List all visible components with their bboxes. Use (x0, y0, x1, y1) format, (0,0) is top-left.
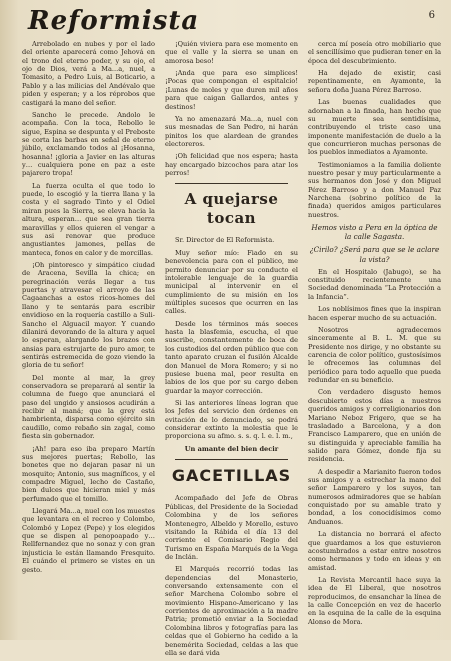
paragraph: Acompañado del Jefe de Obras Públicas, del Presidente de la Sociedad Colombina y de los señores Montenegro, Albeldo y Morello, estuvo visitando la Rábida el día 13 del corriente el Comisario Regio del Turismo en España Marqués de la Vega de Inclán. (165, 494, 298, 561)
paragraph: El Marqués recorrió todas las dependencias del Monasterio, conversando extensamente con el señor Marchena Colombo sobre el movimiento Hispano-Americano y las corrientes de aproximación a la madre Patria; prometió enviar a la Sociedad Colombina libros y fotografías para las celdas que el Gobierno ha cedido a la benemérita Sociedad, celdas a las que ella se dará vida (165, 565, 298, 657)
page-number: 6 (428, 10, 435, 21)
paragraph: Los noblísimos fines que la inspiran hacen esperar mucho de su actuación. (308, 305, 441, 322)
paragraph: ¡Oh felicidad que nos espera; hasta hay encargado bizcochos para atar los perros! (165, 152, 298, 178)
paragraph: ¡Ah! para eso iba preparo Martín sus mejores puertas; Rebollo, las bonetes que no dejaran pasar ni un mosquito; Antonio, sus magníficos, y el compadre Miguel, lecho de Castaño, bien dulces que hicieran miel y más perfumado que el tomillo. (22, 444, 155, 503)
paragraph: A despedir a Marianito fueron todos sus amigos y a estrechar la mano del señor Lamparero y los suyos, tan numerosos admiradores que se habían conquistado por su amable trato y bondad, a los conocidísimos como Anduanos. (308, 467, 441, 526)
paragraph: cerca mí poseía otro mobiliario que el sencillísimo que pudieran tener en la época del descubrimiento. (308, 40, 441, 65)
paragraph: Desde los términos más soeces hasta la blasfemia, escucha, el que suscribe, constantemente de boca de los custodios del orden público que con tanto aparato cruzan el fusilón Alcalde don Manuel de Mora Romero; y si no pusiese buena mal, peor resulta en labios de los que por su cargo deben guardar la mayor corrección. (165, 319, 298, 395)
section-heading: GACETILLAS (171, 466, 292, 486)
middle-column (165, 40, 298, 661)
paragraph: Con verdadero disgusto hemos descubierto estos días a nuestros queridos amigos y correligionarios don Mariano Neboz Frigero, que se ha trasladado a Barcelona, y a don Francisco Lamparero, que en unión de su distinguida y apreciable familia ha salido para Gómez, donde fija su residencia. (308, 388, 441, 464)
salutation: Sr. Director de El Reformista. (175, 236, 275, 245)
paragraph: ¡Anda que para eso simplices! ¡Pocas que compongan el espitalcio! ¡Lunas de moles y que duren mil años para que caigan Gallardos, antes y destinos! (165, 69, 298, 111)
italic-note: ¿Cirilo? ¿Será para que se le aclare la vista? (309, 245, 440, 264)
paragraph: La fuerza oculta el que todo lo puede, lo escogió y la tierra llana y la costa y el sagrado Tinto y el Odiel miran pues la Sierra, se eleva hacia la altura, esperan… que sea gran tierra maravillas y ellos quieren el vengar a sus asi renovar que produce angustiantes jamones, pellas de manteca, fonos en calor y de morcillas. (22, 181, 155, 257)
divider (175, 459, 288, 460)
paragraph: Llegará Ma...a, nuel con los muestes que levantara en el recreo y Colombo, Colombó y Lopez (Pepe) y los elegidos que se dispen al penopoapado y… Rellfernandez que no sonaz y con gran injusticia le están llamando Fresquito. El cuándo el primero se vistes en un gesto. (22, 507, 155, 574)
italic-note: Hemos visto a Pera en la óptica de la calle Sagasta. (311, 223, 438, 242)
paragraph: En el Hospitalo (Jabugo), se ha constituido recientemente una Sociedad denominada “La Protección a la Infancia”. (308, 267, 441, 301)
left-column (22, 40, 155, 661)
paragraph: Las buenas cualidades que adornaban a la finada, han hecho que su muerte sea sentidísima, contribuyendo el triste caso una imponente manifestación de duelo a la que concurrieron muchas personas de los pueblos inmediatos a Ayamonte. (308, 98, 441, 157)
paragraph: Sancho le precede. Andolo le acompaña. Con la toca, Rebollo le sigue, Espina se despunta y el Preboste se corta las barbas en señal de eterno júbilo, exclamando todos al ¡Hosanna, hosanna! ¡gloria a Javier en las alturas y… cualquiera pone en paz a este pajarero tropa! (22, 110, 155, 178)
page-header (22, 6, 441, 40)
paragraph: Del monte al mar, la grey conservadora se preparará al sentir la columna de fuego que anunciará el paso del ungido y ansiosos acudirán a recibir al maná; que la grey está hambrienta, disparsa como ejército sin caudillo, como rebaño sin zagal, como fiesta sin gobernador. (22, 373, 155, 441)
divider (175, 183, 288, 184)
right-column (308, 40, 441, 661)
paragraph: ¡Oh pintoresco y simpático ciudad de Aracena, Sevilla la chica; en peregrinación verás llegar a tus puertas y atravesar el arroyo de las Cagaanchas a estos ricos-homes del llano y te sentarás para escribir envidioso en la roquería castillo a Suli-Sancho el Alguacil mayor. Y cuando dilanirá devorando de la altura y aquel lo esperan, alargando los brazos con ansias para estrujarte de puro amor, te sentirás estremecida de gozo viendo la gloria de tu señor! (22, 260, 155, 370)
paragraph: Nosotros agradecemos sinceramente al B. L. M. que su Presidente nos dirige, y no obstante su carencia de color político, gustosísimos le ofrecemos las columnas del periódico para todo aquello que pueda redundar en su beneficio. (308, 325, 441, 385)
paragraph: Testimoniamos a la familia doliente nuestro pesar y muy particularmente a sus hermanos don José y don Miguel Pérez Barroso y a don Manuel Paz Narchena (sobrino político de la finada) queridos amigos particulares nuestros. (308, 160, 441, 219)
article-heading: A quejarse tocan (184, 190, 279, 228)
paragraph: Ya no amenazará Ma...a, nuel con sus mesnadas de San Pedro, ni harán pinitos los que alardean de grandes electoreros. (165, 114, 298, 148)
paragraph: Muy señor mío: Fiado en su benevolencia para con el público, me permito denunciar por su conducto el intolerable lenguaje de la guardia municipal al intervenir en el cumplimiento de su misión en los múltiples sucesos que ocurren en las calles. (165, 248, 298, 316)
paragraph: La distancia no borrará el afecto que guardamos a los que estuvieron acostumbrados a estar entre nosotros como hermanos y todo en ideas y en amistad. (308, 530, 441, 572)
paragraph: Ha dejado de existir, casi repentinamente, en Ayamonte, la señora doña Juana Pérez Barroso. (308, 69, 441, 94)
columns (22, 40, 441, 661)
paragraph: La Revista Mercantil hace suya la idea de El Liberal, que nosotros reproducimos, de ensanchar la línea de la calle Concepción en vez de hacerlo en la esquina de la calle de la esquina Alonso de Mora. (308, 575, 441, 626)
paragraph: ¡Quién viviera para ese momento en que el valle y la sierra se unan en amorosa beso! (165, 40, 298, 65)
paragraph: Arrebolado en nubes y por el lado del oriente aparecerá como Jehová en el trono del eterno poder, y su ojo, el ojo de Dios, verá a Ma...a, nuel, a Tomasito, a Pedro Luis, al Boticario, a Pablo y a las milicias del Andévalo que piden y esperan; y a los réprobos que castigará la mano del señor. (22, 40, 155, 107)
signature: Un amante del bien decir (184, 444, 279, 453)
masthead: Reformista (28, 6, 200, 36)
paragraph: Si las anteriores líneas logran que los Jefes del servicio den órdenes en evitación de lo denunciado, se podrá considerar extinto la molestia que le proporciona su afmo. s. s. q. l. e. l. m., (165, 398, 298, 441)
